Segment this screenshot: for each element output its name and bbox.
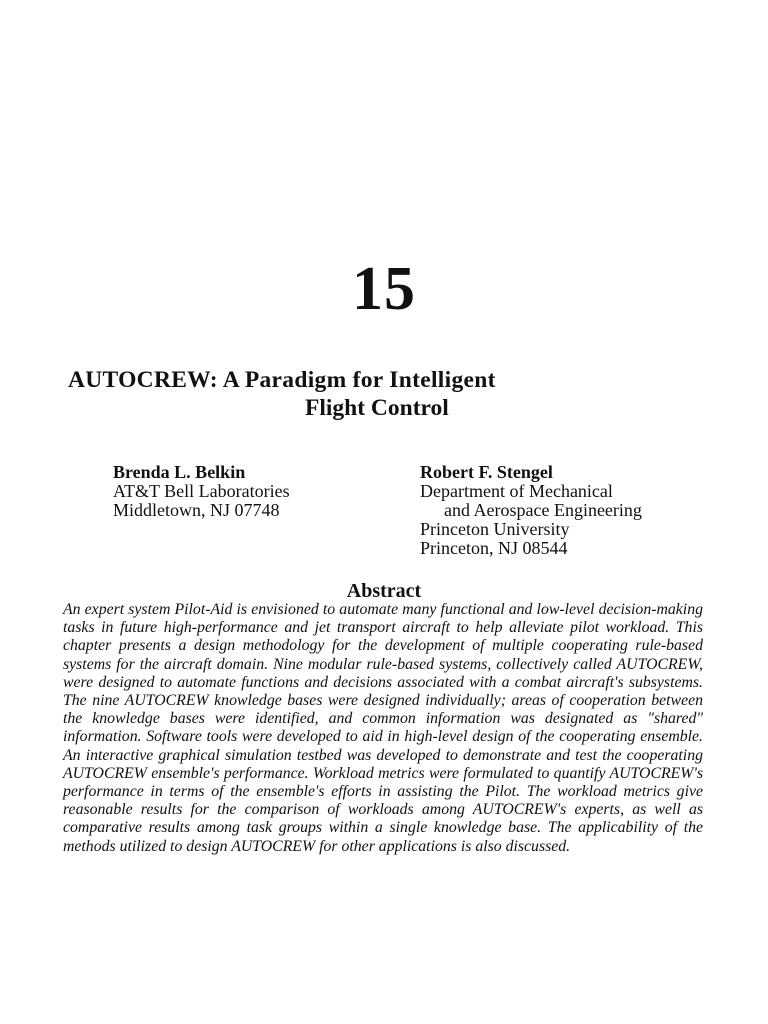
author-name: Robert F. Stengel [420,462,553,482]
chapter-title [0,366,768,422]
author-affiliation-line: Middletown, NJ 07748 [113,500,280,520]
chapter-title-line-1: AUTOCREW: A Paradigm for Intelligent [68,367,496,393]
author-affiliation-line: AT&T Bell Laboratories [113,481,290,501]
author-name: Brenda L. Belkin [113,462,246,482]
author-affiliation-line: Princeton, NJ 08544 [420,538,568,558]
author-block-stengel [420,463,642,558]
author-block-belkin [113,463,290,520]
author-affiliation-line: and Aerospace Engineering [444,500,642,520]
chapter-number: 15 [352,255,416,323]
abstract-text: An expert system Pilot-Aid is envisioned to automate many functional and low-level decision-making tasks in future high-performance and jet transport aircraft to help alleviate pilot workload. This chapter presents a design methodology for the development of multiple cooperating rule-based systems for the aircraft domain. Nine modular rule-based systems, collectively called AUTOCREW, were designed to automate functions and decisions associated with a combat aircraft's subsystems. The nine AUTOCREW knowledge bases were designed individually; areas of cooperation between the knowledge bases were identified, and common information was designated as "shared" information. Software tools were developed to aid in high-level design of the cooperating ensemble. An interactive graphical simulation testbed was developed to demonstrate and test the cooperating AUTOCREW ensemble's performance. Workload metrics were formulated to quantify AUTOCREW's performance in terms of the ensemble's efforts in assisting the Pilot. The workload metrics give reasonable results for the comparison of workloads among AUTOCREW's experts, as well as comparative results among task groups within a single knowledge base. The applicability of the methods utilized to design AUTOCREW for other applications is also discussed. [63,601,703,855]
abstract-heading: Abstract [346,580,422,602]
chapter-title-line-2: Flight Control [305,395,449,421]
author-affiliation-line: Department of Mechanical [420,481,613,501]
author-affiliation-line: Princeton University [420,519,570,539]
